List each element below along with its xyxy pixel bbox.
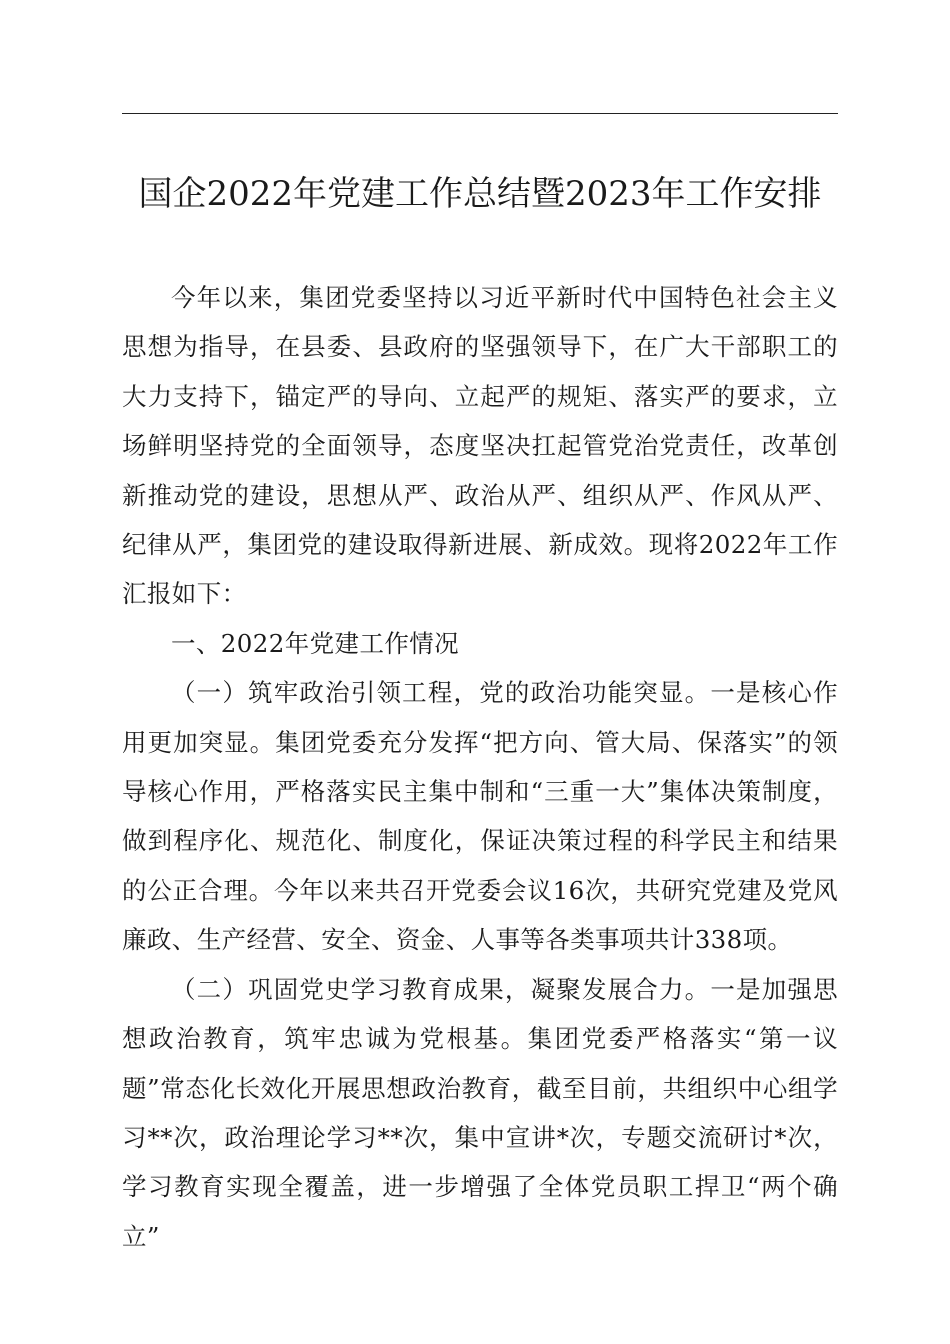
document-title: 国企2022年党建工作总结暨2023年工作安排 <box>138 174 822 214</box>
header-rule <box>122 113 838 114</box>
paragraph-2: （二）巩固党史学习教育成果，凝聚发展合力。一是加强思想政治教育，筑牢忠诚为党根基。集团党委严格落实“第一议题”常态化长效化开展思想政治教育，截至目前，共组织中心组学习**次，政治理论学习**次，集中宣讲*次，专题交流研讨*次，学习教育实现全覆盖，进一步增强了全体党员职工捍卫“两个确立” <box>122 974 838 1251</box>
document-body <box>122 273 838 1261</box>
intro-paragraph: 今年以来，集团党委坚持以习近平新时代中国特色社会主义思想为指导，在县委、县政府的坚强领导下，在广大干部职工的大力支持下，锚定严的导向、立起严的规矩、落实严的要求，立场鲜明坚持党的全面领导，态度坚决扛起管党治党责任，改革创新推动党的建设，思想从严、政治从严、组织从严、作风从严、纪律从严，集团党的建设取得新进展、新成效。现将2022年工作汇报如下： <box>122 283 838 609</box>
paragraph-1: （一）筑牢政治引领工程，党的政治功能突显。一是核心作用更加突显。集团党委充分发挥“把方向、管大局、保落实”的领导核心作用，严格落实民主集中制和“三重一大”集体决策制度，做到程序化、规范化、制度化，保证决策过程的科学民主和结果的公正合理。今年以来共召开党委会议16次，共研究党建及党风廉政、生产经营、安全、资金、人事等各类事项共计338项。 <box>122 678 838 955</box>
section-heading: 一、2022年党建工作情况 <box>171 628 460 658</box>
